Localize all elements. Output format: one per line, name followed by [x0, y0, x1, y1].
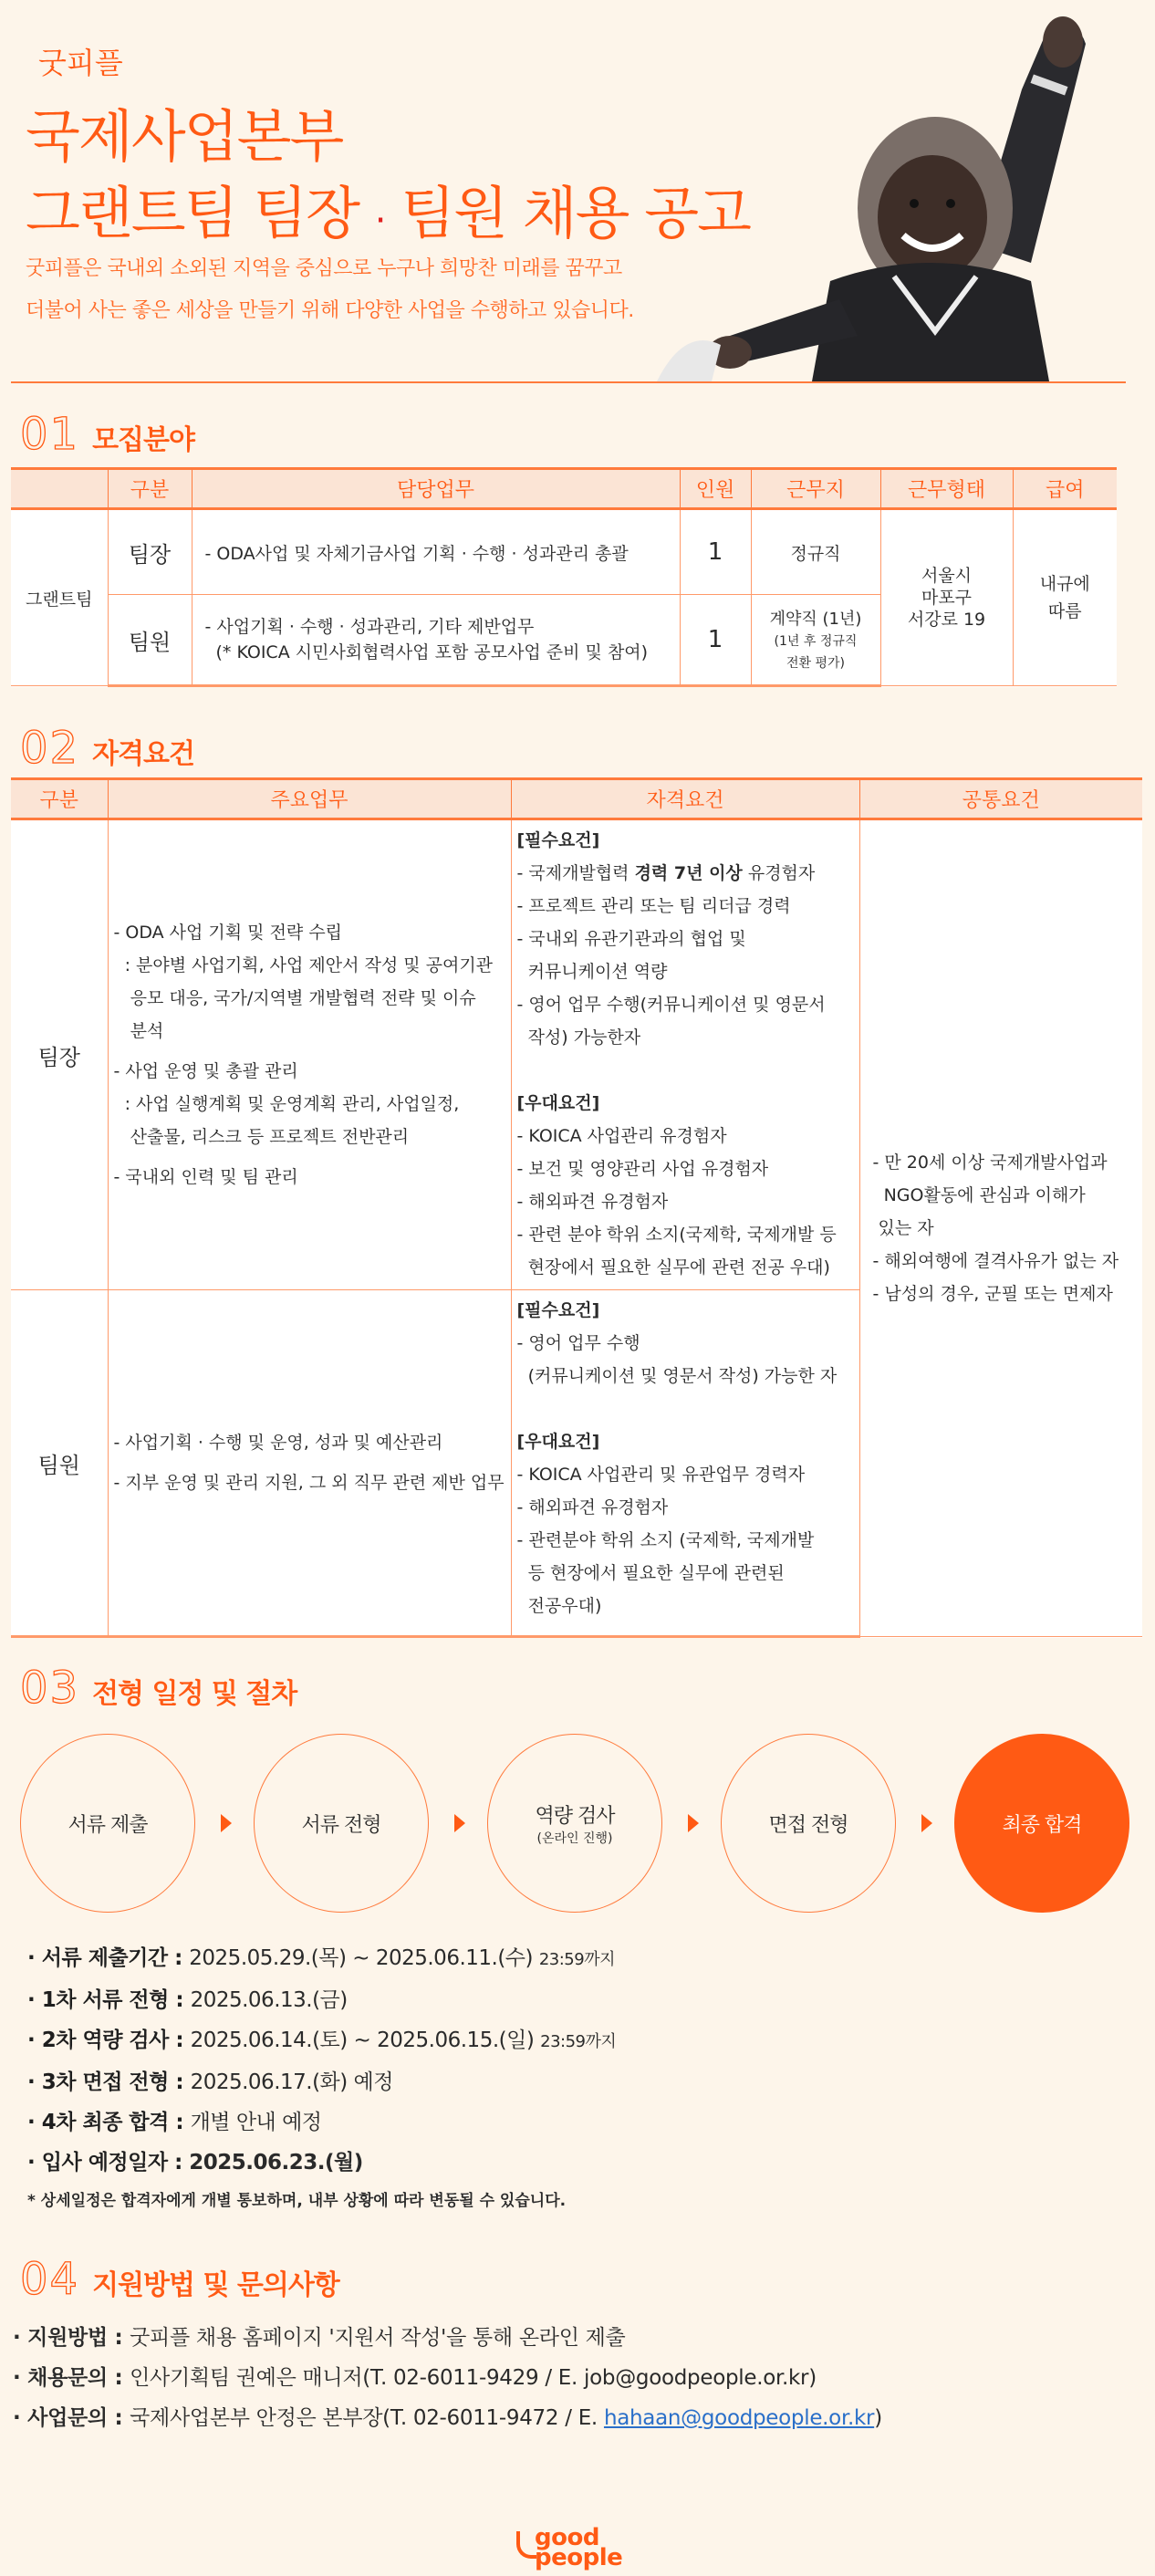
col-header-category: 구분	[108, 469, 192, 509]
col-header-salary: 급여	[1013, 469, 1117, 509]
contact-value: 인사기획팀 권예은 매니저(T. 02-6011-9429 / E. job@goodpeople.or.kr)	[130, 2366, 817, 2390]
pref-line: - 관련 분야 학위 소지(국제학, 국제개발 등	[516, 1225, 837, 1245]
pref-line: - 보건 및 영양관리 사업 유경험자	[516, 1159, 769, 1179]
step-final-pass	[954, 1734, 1129, 1913]
salary-line: 내규에	[1039, 574, 1090, 594]
role-cell: 팀장	[11, 819, 108, 1290]
qualifications-cell	[511, 1290, 859, 1637]
logo-text-line1: good	[535, 2524, 599, 2551]
duties-cell	[108, 1290, 511, 1637]
location-cell	[880, 509, 1013, 686]
duty-line: 응모 대응, 국가/지역별 개발협력 전략 및 이슈	[113, 988, 476, 1008]
step-document-screening	[254, 1734, 429, 1913]
type-cell: 정규직	[751, 509, 880, 595]
pref-line: - KOICA 사업관리 및 유관업무 경력자	[516, 1465, 806, 1485]
schedule-key: · 1차 서류 전형 :	[27, 1988, 191, 2012]
duty-line: : 분야별 사업기획, 사업 제안서 작성 및 공여기관	[113, 955, 494, 975]
schedule-item	[27, 2143, 616, 2183]
col-header-qualifications: 자격요건	[511, 779, 859, 819]
schedule-value: 2025.06.13.(금)	[190, 1988, 348, 2012]
salary-line: 따름	[1047, 601, 1082, 621]
req-line: (커뮤니케이션 및 영문서 작성) 가능한 자	[516, 1366, 838, 1386]
duty-line: - ODA 사업 기획 및 전략 수립	[113, 923, 343, 943]
schedule-item	[27, 2020, 616, 2062]
schedule-item	[27, 1938, 616, 1980]
contact-value-tail: )	[874, 2406, 882, 2430]
duty-line: 분석	[113, 1021, 164, 1041]
section-04-heading	[20, 2254, 339, 2305]
intro-text	[26, 248, 634, 332]
location-line: 서강로 19	[907, 610, 986, 630]
section-title: 모집분야	[92, 424, 194, 456]
section-number: 01	[20, 409, 80, 460]
location-line: 서울시	[921, 566, 973, 586]
req-highlight: 경력 7년 이상	[634, 863, 743, 883]
hero-banner	[0, 0, 1155, 383]
step-sublabel: (온라인 진행)	[536, 1830, 613, 1846]
spacer	[114, 1459, 511, 1466]
qualification-table	[11, 777, 1142, 1638]
spacer	[114, 1153, 511, 1161]
common-requirements-cell	[859, 819, 1142, 1637]
step-competency-test	[487, 1734, 662, 1913]
schedule-item	[27, 2102, 616, 2143]
preferred-label: [우대요건]	[516, 1093, 600, 1113]
step-interview	[721, 1734, 896, 1913]
common-line: - 남성의 경우, 군필 또는 면제자	[872, 1284, 1113, 1304]
child-photo-icon	[657, 7, 1131, 381]
common-line: - 만 20세 이상 국제개발사업과	[872, 1152, 1108, 1173]
duty-line: : 사업 실행계획 및 운영계획 관리, 사업일정,	[113, 1094, 460, 1114]
qualifications-cell	[511, 819, 859, 1290]
pref-line: - 해외파견 유경험자	[516, 1497, 669, 1517]
spacer	[114, 1048, 511, 1055]
req-line: 작성) 가능한자	[516, 1027, 641, 1048]
contact-item-hiring-inquiry	[13, 2358, 882, 2398]
contact-key: · 채용문의 :	[13, 2366, 130, 2390]
table-row-leader	[11, 819, 1142, 1290]
location-line: 마포구	[921, 588, 973, 608]
schedule-value: 개별 안내 예정	[190, 2111, 322, 2134]
arrow-right-icon	[688, 1814, 699, 1832]
pref-line: 현장에서 필요한 실무에 관련 전공 우대)	[516, 1257, 830, 1278]
title-line-1: 국제사업본부	[26, 103, 343, 170]
req-text: 유경험자	[742, 863, 816, 883]
arrow-right-icon	[454, 1814, 465, 1832]
duty-line: - 사업기획 · 수행 · 성과관리, 기타 제반업무	[204, 617, 535, 637]
schedule-item	[27, 2062, 616, 2102]
recruitment-table	[11, 467, 1117, 687]
type-sub-line: (1년 후 정규직	[774, 634, 858, 649]
schedule-time: 23:59까지	[538, 1950, 615, 1969]
title-line-2a: 그랜트팀 팀장	[26, 180, 359, 246]
section-number: 04	[20, 2254, 80, 2305]
col-header-headcount: 인원	[680, 469, 751, 509]
req-line: - 영어 업무 수행(커뮤니케이션 및 영문서	[516, 995, 826, 1015]
salary-cell	[1013, 509, 1117, 686]
role-cell: 팀원	[108, 595, 192, 686]
schedule-value: 2025.06.17.(화) 예정	[190, 2070, 393, 2094]
req-line: - 프로젝트 관리 또는 팀 리더급 경력	[516, 896, 791, 916]
schedule-item	[27, 1980, 616, 2020]
req-line: - 영어 업무 수행	[516, 1333, 640, 1353]
section-title: 자격요건	[92, 738, 194, 770]
table-row	[11, 509, 1117, 595]
col-header-main-duties: 주요업무	[108, 779, 511, 819]
pref-line: - 관련분야 학위 소지 (국제학, 국제개발	[516, 1530, 815, 1550]
goodpeople-logo	[518, 2524, 623, 2571]
step-label: 서류 전형	[301, 1813, 381, 1837]
contact-value: 굿피플 채용 홈페이지 '지원서 작성'을 통해 온라인 제출	[130, 2326, 626, 2350]
contact-list	[13, 2318, 882, 2438]
step-label: 서류 제출	[68, 1813, 148, 1837]
duty-line: 산출물, 리스크 등 프로젝트 전반관리	[113, 1127, 410, 1147]
col-header-workplace: 근무지	[751, 469, 880, 509]
divider	[11, 381, 1126, 383]
schedule-key: · 4차 최종 합격 :	[27, 2111, 191, 2134]
section-03-heading	[20, 1663, 297, 1714]
table-header-row	[11, 469, 1117, 509]
col-header-employment-type: 근무형태	[880, 469, 1013, 509]
contact-item-business-inquiry	[13, 2398, 882, 2438]
spacer	[517, 1054, 859, 1087]
section-02-heading	[20, 723, 194, 774]
type-sub-line: 전환 평가)	[786, 656, 845, 671]
col-header-category: 구분	[11, 779, 108, 819]
team-cell: 그랜트팀	[11, 509, 108, 686]
col-header-duty: 담당업무	[192, 469, 680, 509]
duty-line: (* KOICA 시민사회협력사업 포함 공모사업 준비 및 참여)	[215, 642, 649, 662]
role-cell: 팀원	[11, 1290, 108, 1637]
contact-key: · 사업문의 :	[13, 2406, 130, 2430]
col-header-blank	[11, 469, 108, 509]
intro-line-1: 굿피플은 국내외 소외된 지역을 중심으로 누구나 희망찬 미래를 꿈꾸고	[26, 257, 622, 280]
schedule-value: 2025.06.23.(월)	[189, 2151, 363, 2174]
hiring-process-flow	[20, 1734, 1133, 1913]
common-line: NGO활동에 관심과 이해가	[872, 1185, 1086, 1205]
duties-cell	[108, 819, 511, 1290]
title-line-2b: 팀원 채용 공고	[401, 180, 750, 246]
role-cell: 팀장	[108, 509, 192, 595]
page-title	[26, 99, 750, 259]
step-document-submission	[20, 1734, 195, 1913]
duty-cell: - ODA사업 및 자체기금사업 기획 · 수행 · 성과관리 총괄	[192, 509, 680, 595]
type-line: 계약직 (1년)	[769, 610, 862, 629]
section-title: 지원방법 및 문의사항	[92, 2269, 339, 2301]
step-label: 역량 검사	[535, 1804, 615, 1828]
schedule-list	[27, 1938, 616, 2219]
step-label: 최종 합격	[1002, 1813, 1082, 1837]
title-dot: ·	[374, 200, 385, 242]
required-label: [필수요건]	[516, 830, 600, 850]
common-line: 있는 자	[872, 1218, 934, 1238]
common-line: - 해외여행에 결격사유가 없는 자	[872, 1251, 1119, 1271]
req-line	[517, 857, 859, 890]
step-label: 면접 전형	[768, 1813, 848, 1837]
contact-item-apply-method	[13, 2318, 882, 2358]
arrow-right-icon	[921, 1814, 932, 1832]
preferred-label: [우대요건]	[516, 1432, 600, 1452]
required-label: [필수요건]	[516, 1300, 600, 1320]
type-cell	[751, 595, 880, 686]
count-cell: 1	[680, 595, 751, 686]
duty-line: - 국내외 인력 및 팀 관리	[113, 1167, 298, 1187]
req-line: - 국내외 유관기관과의 협업 및	[516, 929, 746, 949]
contact-key: · 지원방법 :	[13, 2326, 130, 2350]
count-cell: 1	[680, 509, 751, 595]
schedule-note: * 상세일정은 합격자에게 개별 통보하며, 내부 상황에 따라 변동될 수 있습니다.	[27, 2192, 567, 2210]
schedule-time: 23:59까지	[540, 2032, 617, 2051]
intro-line-2: 더불어 사는 좋은 세상을 만들기 위해 다양한 사업을 수행하고 있습니다.	[26, 299, 634, 322]
section-number: 03	[20, 1663, 80, 1714]
table-header-row	[11, 779, 1142, 819]
pref-line: - 해외파견 유경험자	[516, 1192, 669, 1212]
schedule-key: · 2차 역량 검사 :	[27, 2028, 191, 2052]
duty-line: - 지부 운영 및 관리 지원, 그 외 직무 관련 제반 업무	[113, 1473, 505, 1493]
contact-value: 국제사업본부 안정은 본부장(T. 02-6011-9472 / E.	[130, 2406, 604, 2430]
arrow-right-icon	[221, 1814, 232, 1832]
req-line: 커뮤니케이션 역량	[516, 962, 668, 982]
pref-line: 등 현장에서 필요한 실무에 관련된	[516, 1563, 785, 1583]
logo-text-line2: people	[535, 2544, 623, 2571]
duty-line: - 사업기획 · 수행 및 운영, 성과 및 예산관리	[113, 1433, 443, 1453]
schedule-key: · 서류 제출기간 :	[27, 1946, 190, 1970]
duty-cell	[192, 595, 680, 686]
section-number: 02	[20, 723, 80, 774]
schedule-value: 2025.05.29.(목) ~ 2025.06.11.(수)	[189, 1946, 539, 1970]
schedule-value: 2025.06.14.(토) ~ 2025.06.15.(일)	[190, 2028, 541, 2052]
spacer	[517, 1392, 859, 1425]
brand-name: 굿피플	[38, 46, 123, 80]
pref-line: - KOICA 사업관리 유경험자	[516, 1126, 727, 1146]
section-title: 전형 일정 및 절차	[92, 1678, 297, 1710]
schedule-key: · 3차 면접 전형 :	[27, 2070, 191, 2094]
duty-line: - 사업 운영 및 총괄 관리	[113, 1061, 298, 1081]
pref-line: 전공우대)	[516, 1596, 602, 1616]
col-header-common-requirements: 공통요건	[859, 779, 1142, 819]
section-01-heading	[20, 409, 194, 460]
email-link[interactable]: hahaan@goodpeople.or.kr	[603, 2406, 875, 2430]
req-text: - 국제개발협력	[516, 863, 635, 883]
schedule-key: · 입사 예정일자 :	[27, 2151, 190, 2174]
